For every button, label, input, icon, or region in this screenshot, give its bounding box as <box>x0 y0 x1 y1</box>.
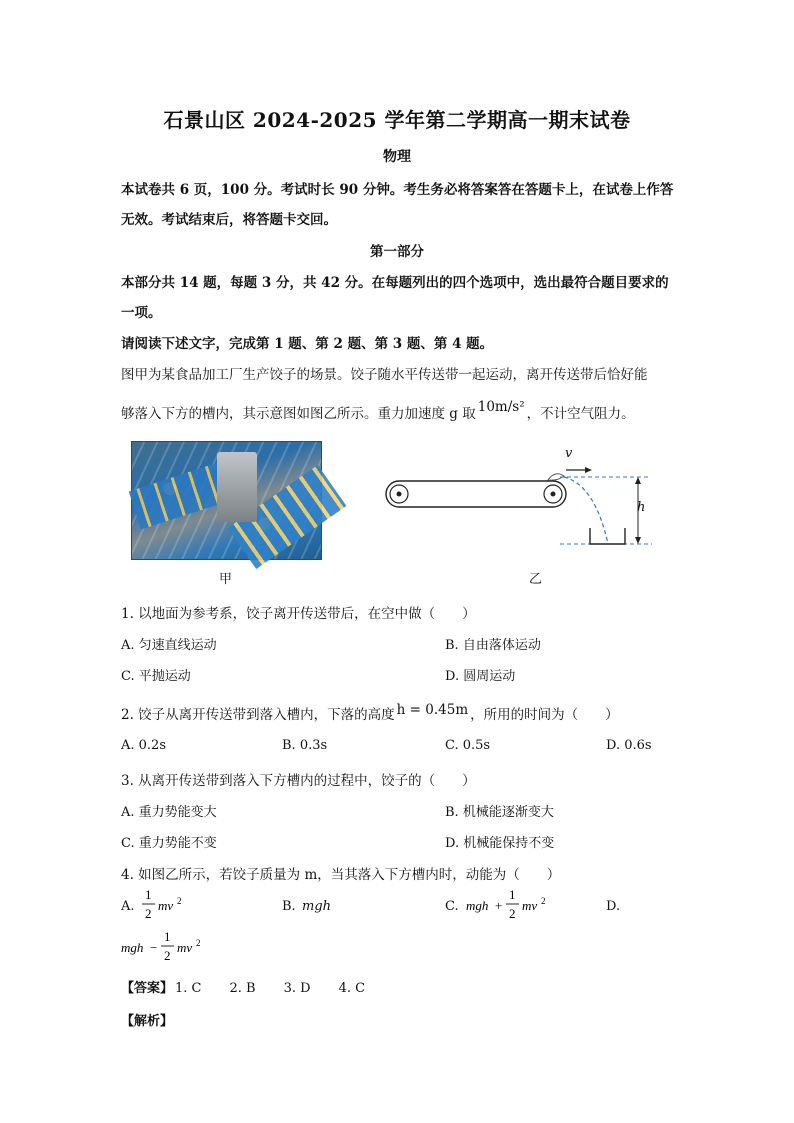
svg-text:mv: mv <box>522 898 538 913</box>
svg-text:mv: mv <box>177 940 193 955</box>
question-2-option-d: D. 0.6s <box>606 738 652 753</box>
figure-label-a: 甲 <box>219 572 233 587</box>
svg-text:2: 2 <box>196 938 201 948</box>
intro-line-1: 本试卷共 6 页，100 分。考试时长 90 分钟。考生务必将答案答在答题卡上，在试卷上作答 <box>121 182 674 198</box>
passage-text-b: ，不计空气阻力。 <box>526 406 635 422</box>
option-d-expression <box>120 928 210 968</box>
part-heading: 第一部分 <box>370 244 424 260</box>
figure-label-b: 乙 <box>529 572 543 587</box>
intro-line-2: 无效。考试结束后，将答题卡交回。 <box>121 212 337 228</box>
svg-text:2: 2 <box>509 906 516 921</box>
svg-text:1: 1 <box>509 887 516 902</box>
question-2-option-b: B. 0.3s <box>282 738 328 753</box>
passage-line-2 <box>121 399 635 422</box>
part-desc-line-1: 本部分共 14 题，每题 3 分，共 42 分。在每题列出的四个选项中，选出最符合题目要求的 <box>121 275 669 291</box>
height-equation: h = 0.45m <box>396 702 469 718</box>
height-label: h <box>637 500 646 515</box>
answer-row <box>121 977 365 996</box>
svg-text:1: 1 <box>164 929 171 944</box>
exam-title: 石景山区 2024-2025 学年第二学期高一期末试卷 <box>163 108 631 132</box>
answer-1: 1. C <box>175 981 202 996</box>
question-3-option-c: C. 重力势能不变 <box>121 836 217 851</box>
question-4-option-b-label: B. <box>282 899 296 914</box>
part-desc-line-2: 一项。 <box>121 305 162 321</box>
reading-instruction: 请阅读下述文字，完成第 1 题、第 2 题、第 3 题、第 4 题。 <box>121 336 494 352</box>
question-1-option-a: A. 匀速直线运动 <box>121 638 217 653</box>
question-3-option-b: B. 机械能逐渐变大 <box>445 805 554 820</box>
question-1-stem: 1. 以地面为参考系，饺子离开传送带后，在空中做（ ） <box>121 606 476 622</box>
question-2-stem-a: 2. 饺子从离开传送带到落入槽内，下落的高度 <box>121 707 395 723</box>
svg-text:2: 2 <box>177 896 182 906</box>
question-3-option-d: D. 机械能保持不变 <box>445 836 555 851</box>
answer-4: 4. C <box>338 981 366 996</box>
option-b-expression: mgh <box>302 899 332 914</box>
question-3-option-a: A. 重力势能变大 <box>121 805 217 820</box>
option-c-expression <box>465 886 555 926</box>
question-4-option-c-label: C. <box>445 899 459 914</box>
conveyor-diagram <box>380 440 660 560</box>
question-4-stem: 4. 如图乙所示，若饺子质量为 m，当其落入下方槽内时，动能为（ ） <box>121 867 561 883</box>
question-4-option-d-label: D. <box>606 899 621 914</box>
svg-text:mgh: mgh <box>466 898 489 913</box>
answer-label: 【答案】 <box>121 981 174 996</box>
question-2-option-c: C. 0.5s <box>445 738 491 753</box>
answer-2: 2. B <box>229 981 256 996</box>
option-a-expression <box>141 886 191 926</box>
svg-text:mgh: mgh <box>121 940 144 955</box>
question-2-stem-b: ，所用的时间为（ ） <box>470 707 619 723</box>
subject-title: 物理 <box>383 149 411 165</box>
question-1-option-b: B. 自由落体运动 <box>445 638 541 653</box>
velocity-label: v <box>565 446 573 461</box>
svg-text:mv: mv <box>158 898 174 913</box>
svg-text:+: + <box>495 898 503 913</box>
analysis-label: 【解析】 <box>121 1014 174 1029</box>
svg-text:1: 1 <box>145 887 152 902</box>
svg-text:−: − <box>150 940 158 955</box>
passage-text-a: 够落入下方的槽内，其示意图如图乙所示。重力加速度 g 取 <box>121 406 476 422</box>
gravity-value: 10m/s² <box>477 399 525 415</box>
question-2-stem <box>121 703 619 723</box>
svg-text:2: 2 <box>164 948 171 963</box>
question-1-option-d: D. 圆周运动 <box>445 669 516 684</box>
question-2-option-a: A. 0.2s <box>121 738 166 753</box>
question-4-option-a-label: A. <box>121 899 135 914</box>
question-3-stem: 3. 从离开传送带到落入下方槽内的过程中，饺子的（ ） <box>121 773 476 789</box>
dumpling-factory-photo <box>131 441 322 560</box>
svg-text:2: 2 <box>145 906 152 921</box>
answer-3: 3. D <box>283 981 311 996</box>
passage-line-1: 图甲为某食品加工厂生产饺子的场景。饺子随水平传送带一起运动，离开传送带后恰好能 <box>121 367 648 383</box>
question-1-option-c: C. 平抛运动 <box>121 669 191 684</box>
svg-text:2: 2 <box>541 896 546 906</box>
